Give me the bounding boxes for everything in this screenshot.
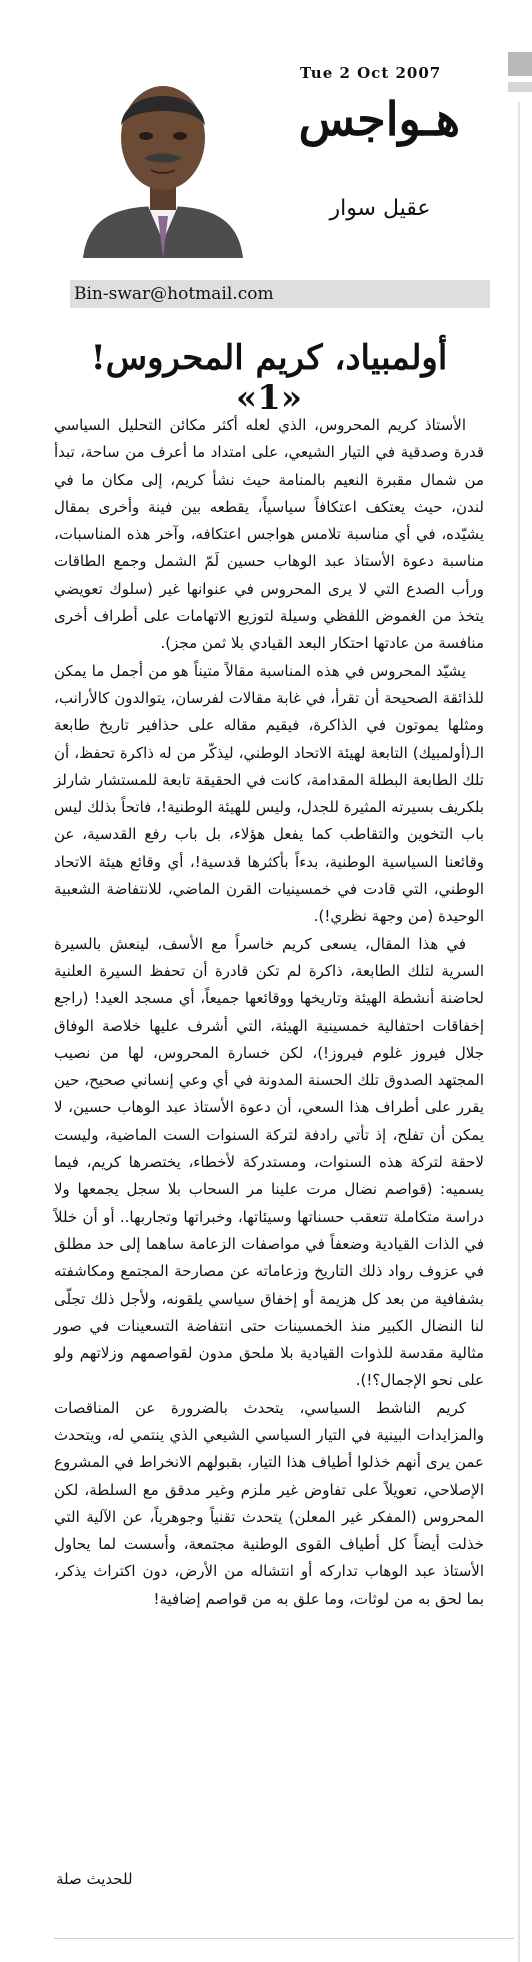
paragraph: يشيّد المحروس في هذه المناسبة مقالاً متيناً هو من أجمل ما يمكن للذائقة الصحيحة أن تقرأ، في غابة مقالات لفرسان، يتوالدون كالأرانب، ومثلها يموتون في الذاكرة، فيقيم مقاله على حذافير تاريخ طابعة الـ(أولمبيك) التابعة لهيئة الاتحاد الوطني، ليذكّر من له ذاكرة تحفظ، أن تلك الطابعة البطلة المقدامة، كانت في الحقيقة تابعة للمستشار شارلز بلكريف بسيرته المثيرة للجدل، وليس للهيئة الوطنية!، فاتحاً بذلك ليس باب التخوين والتقاطب كما يفعل هؤلاء، بل باب رفع القدسية، عن وقائعنا السياسية الوطنية، بدءاً بأكثرها قدسية!، أي وقائع هيئة الاتحاد الوطني، التي قادت في خمسينيات القرن الماضي، للانتفاضة الشعبية الوحيدة (من وجهة نظري!). bbox=[54, 661, 484, 926]
author-portrait bbox=[78, 66, 248, 258]
author-email[interactable]: Bin-swar@hotmail.com bbox=[74, 284, 274, 304]
column-title: هـواجس bbox=[298, 92, 460, 146]
article-headline: أولمبياد، كريم المحروس! «1» bbox=[90, 338, 448, 418]
bottom-divider bbox=[54, 1938, 514, 1939]
paragraph: في هذا المقال، يسعى كريم خاسراً مع الأسف، لينعش بالسيرة السرية لتلك الطابعة، ذاكرة لم تكن قادرة أن تحفظ السيرة العلنية لحاضنة أنشطة الهيئة وتاريخها ووقائعها جميعاً، أي مسجد العيد! (راجع إخفاقات احتفالية خمسينية الهيئة، التي أشرف عليها خلاصة الوفاق جلال فيروز غلوم فيروز!)، لكن خسارة المحروس، لها من نصيب المجتهد الصدوق تلك الحسنة المدونة في أي وعي إنساني صحيح، حين يقرر على أطراف هذا السعي، أن دعوة الأستاذ عبد الوهاب حسين، لا يمكن أن تفلح، إذ تأتي رادفة لتركة السنوات الست الماضية، وليست لاحقة لتركة هذه السنوات، ومستدركة لأخطاء، يختصرها كريم، فيما يسميه: (قواصم نضال مرت علينا مر السحاب بلا سجل يجمعها ولا دراسة متكاملة تتعقب حسناتها وسيئاتها، وخبراتها وتجاربها.. أو أن خللاً في الذات القيادية وضعفاً في مواصفات الزعامة ساهما إلى حد مطلق في عزوف رواد ذلك التاريخ وزعاماته عن مصارحة المجتمع ومكاشفته بشفافية من بعد كل هزيمة أو إخفاق سياسي يلقونه، ولأجل ذلك تجلّى لنا النضال الكبير منذ الخمسينات حتى انتفاضة التسعينات في صور مثالية مقدسة للذوات القيادية بلا ملحق مدون لقواصمهم وزلاتهم ولو على نحو الإجمال؟!). bbox=[54, 934, 484, 1390]
edge-rule bbox=[518, 102, 520, 1962]
continued-note: للحديث صلة bbox=[56, 1870, 133, 1888]
paragraph: كريم الناشط السياسي، يتحدث بالضرورة عن المناقصات والمزايدات البينية في التيار السياسي الشيعي الذي ينتمي له، ويتحدث عمن يرى أنهم خذلوا أطياف هذا التيار، بقبولهم الانخراط في المشروع الإصلاحي، تعويلاً على تفاوض غير ملزم وغير مدقق مع السلطة، لكن المحروس (المفكر غير المعلن) يتحدث تقنياً وجوهرياً، عن الآلية التي خذلت أيضاً كل أطياف القوى الوطنية مجتمعة، وأسست لما يحاول الأستاذ عبد الوهاب تداركه أو انتشاله من الأرض، دون اكتراث يذكر، بما لحق به من لوثات، وما علق به من قواصم إضافية! bbox=[54, 1398, 484, 1608]
issue-date: Tue 2 Oct 2007 bbox=[300, 64, 442, 82]
edge-tab-light bbox=[508, 82, 532, 92]
edge-tab-dark bbox=[508, 52, 532, 76]
page-edge-strip bbox=[506, 52, 532, 1952]
article-body bbox=[54, 412, 484, 1613]
paragraph: الأستاذ كريم المحروس، الذي لعله أكثر مكائن التحليل السياسي قدرة وصدقية في التيار الشيعي، على امتداد ما أعرف من ساحة، تبدأ من شمال مقبرة النعيم بالمنامة حيث نشأ كريم، إلى مكان ما في لندن، حيث يعتكف اعتكافاً سياسياً، يقطعه بين فينة وأخرى بمقال يشيّده، في أي مناسبة تلامس هواجس اعتكافه، وآخر هذه المناسبات، مناسبة دعوة الأستاذ عبد الوهاب حسين لَمّ الشمل وجمع الطاقات ورأب الصدع التي لا يرى المحروس في عنوانها غير (سلوك تعويضي يتخذ من الغموض اللفظي وسيلة لتوزيع الاتهامات على أطراف أخرى منافسة من عادتها احتكار البعد القيادي بلا ثمن مجز). bbox=[54, 416, 484, 653]
author-name: عقيل سوار bbox=[329, 196, 431, 221]
